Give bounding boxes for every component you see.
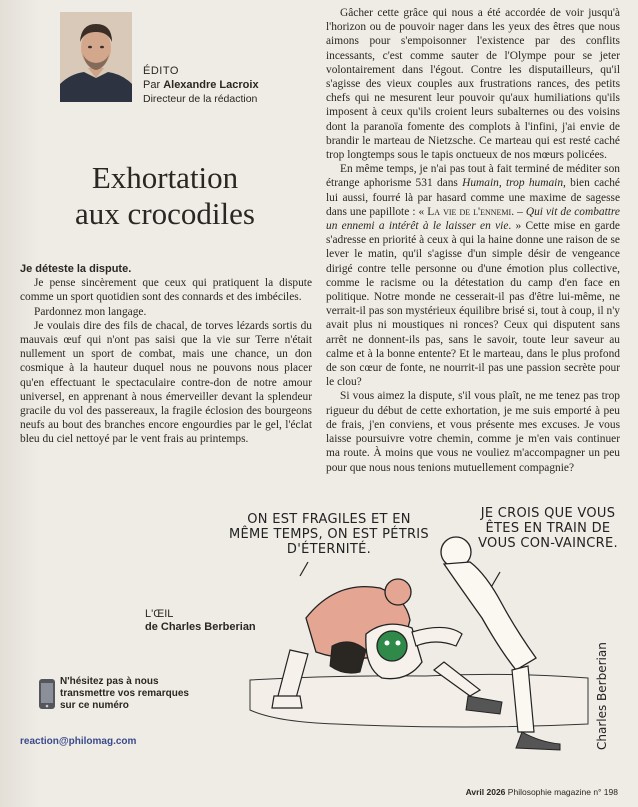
cartoon-signature: Charles Berberian [595,642,609,750]
right-column [326,6,620,475]
portrait-image [60,12,132,102]
text-run: En même temps, je n'ai pas tout à fait terminé de méditer son étrange aphorisme 531 dans [326,163,620,190]
issue-number: Philosophie magazine n° 198 [507,787,618,797]
paragraph-aphorism [326,162,620,389]
rubric-kind: ÉDITO [143,65,179,77]
page-footer [466,787,618,797]
rubric-by: Par [143,79,161,91]
cartoon-illustration [216,500,628,762]
paragraph: Pardonnez mon langage. [34,305,147,318]
author-role: Directeur de la rédaction [143,93,258,105]
speech-bubble-right: JE CROIS QUE VOUS ÊTES EN TRAIN DE VOUS CON-VAINCRE. [478,506,618,551]
issue-date: Avril 2026 [465,787,506,797]
lede-text: Je déteste la dispute. [20,263,132,275]
text-run: , bien caché lui aussi, fourré là par hasard comme une maxime de sagesse dans une papillote : « [326,177,620,218]
aphorism-quote: Qui vit de combattre un ennemi a intérêt à le laisser en vie [326,205,620,233]
text-run: . » Cette mise en garde s'adresse en priorité à ceux à qui la haine donne une raison de se lever le matin, qu'il s'agisse d'un simple désir de vengeance dirigé contre telle personne ou d'une émotion plus collective, comme le racisme ou la détestation du camp d'en face en politique. Notre monde ne cesserait-il pas d'être lui-même, ne verrait-il pas son mystérieux équilibre brisé si, tout à coup, il n'y avait plus ni moustiques ni ronces? Ceux qui disputent sans arrêt ne donnent-ils pas, sans le savoir, toute leur saveur au calme et à la bonne entente? Et le marteau, dans le plus profond de son cœur de fonte, ne nourrit-il pas une passion secrète pour le clou? [326,220,620,389]
paragraph: Si vous aimez la dispute, s'il vous plaît, ne me tenez pas trop rigueur du début de cette exhortation, je me suis emporté à peu de frais, j'en conviens, et vous présente mes excuses. Je vous laisse poursuivre votre chemin, comme je m'en vais continuer ma route. À moins que vous ne vouliez m'accompagner un peu pour que nous nous tenions mutuellement compagnie? [326,390,620,474]
title-line-1: Exhortation [91,160,239,195]
editorial-rubric [143,64,259,106]
paragraph: Je voulais dire des fils de chacal, de torves lézards sortis du mauvais œuf qui n'ont pas saisi que la vie sur Terre n'était nullement un sport de combat, mais une chance, un don cosmique à la hauteur duquel nous ne pouvons nous placer qu'en effectuant le spectaculaire contre-don de notre amour universel, en apprenant à nous émerveiller devant la splendeur gracile du vol des passereaux, la fragile éclosion des bourgeons neufs au bout des branches encore engourdies par le gel, l'éclat bleu du ciel nettoyé par le vent frais au printemps. [20,319,312,446]
credit-label: L'ŒIL [145,608,174,620]
contact-message: N'hésitez pas à nous transmettre vos remarques sur ce numéro [60,676,189,711]
title-line-2: aux crocodiles [75,196,255,231]
author-portrait [60,12,132,102]
left-column [20,262,312,447]
phone-icon [38,678,56,710]
book-title: Humain, trop humain [462,177,564,190]
illustration-credit [145,608,256,634]
speech-bubble-left: ON EST FRAGILES ET EN MÊME TEMPS, ON EST PÉTRIS D'ÉTERNITÉ. [229,512,429,557]
credit-name: de Charles Berberian [145,621,256,633]
rubric-author-line [143,78,259,92]
aphorism-heading: La vie de l'ennemi [427,205,512,218]
author-name: Alexandre Lacroix [163,79,259,91]
contact-email[interactable]: reaction@philomag.com [20,736,137,747]
lede-paragraph [20,262,312,276]
article-title [20,160,310,232]
paragraph: Je pense sincèrement que ceux qui pratiquent la dispute comme un sport quotidien sont des connards et des imbéciles. [20,277,312,304]
paragraph: Gâcher cette grâce qui nous a été accordée de voir jusqu'à l'horizon ou de pouvoir nager dans les yeux des êtres que nous aimons pour s'empoisonner l'existence par des conflits incessants, c'est comme sauter de l'Olympe pour se jeter volontairement dans l'égout. Contre les disputailleurs, qu'il s'agisse des vieux couples aux frustrations rances, des petits chefs qui ne mesurent leur pouvoir qu'aux humiliations qu'ils imposent à ceux qu'ils croient leurs subalternes ou des voisins dont la paranoïa fomente des complots à l'infini, j'ai envie de brandir le marteau de Nietzsche. Ce marteau qui est resté caché trop longtemps sous le tapis onctueux de nos mœurs policées. [326,7,620,162]
text-run: . – [511,205,526,218]
